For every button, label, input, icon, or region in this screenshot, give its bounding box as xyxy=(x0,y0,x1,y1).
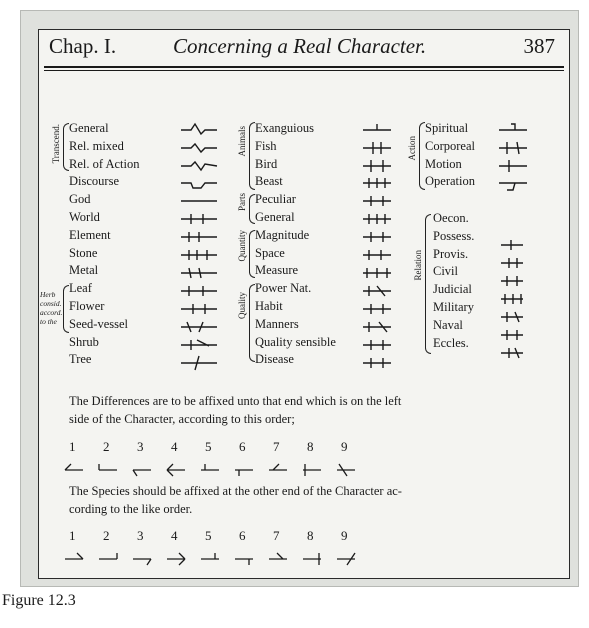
list-item: Beast xyxy=(255,174,283,189)
character-glyph xyxy=(181,214,217,224)
difference-mark xyxy=(133,470,151,476)
list-item: Quality sensible xyxy=(255,334,336,349)
list-item: Operation xyxy=(425,174,475,189)
character-glyph xyxy=(499,124,527,130)
list-item: Judicial xyxy=(433,282,472,297)
difference-mark xyxy=(235,470,253,476)
list-item: Possess. xyxy=(433,228,475,243)
order-number: 6 xyxy=(239,528,246,543)
list-item: Rel. mixed xyxy=(69,138,124,153)
col3-glyphs xyxy=(493,120,539,362)
order-number: 4 xyxy=(171,528,178,543)
brace xyxy=(425,214,431,354)
header-rule xyxy=(44,66,564,68)
figure-caption: Figure 12.3 xyxy=(2,592,76,609)
character-glyph xyxy=(363,304,391,314)
book-page xyxy=(38,29,570,579)
character-glyph xyxy=(363,196,391,206)
character-glyph xyxy=(181,268,217,278)
list-item: Element xyxy=(69,227,111,242)
character-glyph xyxy=(363,232,391,242)
character-glyph xyxy=(363,178,391,188)
col3-action-list xyxy=(425,120,475,191)
difference-mark xyxy=(303,464,321,476)
label-quantity: Quantity xyxy=(237,230,247,262)
col2-glyphs xyxy=(357,120,399,372)
list-item: Rel. of Action xyxy=(69,156,140,171)
character-glyph xyxy=(181,304,217,314)
order-number: 4 xyxy=(171,439,178,454)
label-quality: Quality xyxy=(237,292,247,319)
character-glyph xyxy=(363,322,391,332)
list-item: Discourse xyxy=(69,174,119,189)
order-number: 7 xyxy=(273,528,280,543)
order-number: 9 xyxy=(341,439,348,454)
character-glyph xyxy=(501,348,523,358)
list-item: Provis. xyxy=(433,246,469,261)
order-number: 2 xyxy=(103,439,110,454)
character-glyph xyxy=(363,124,391,130)
character-glyph xyxy=(181,340,217,350)
character-glyph xyxy=(181,250,217,260)
chapter-heading: Chap. I. xyxy=(49,34,117,58)
list-item: Bird xyxy=(255,156,278,171)
label-relation: Relation xyxy=(413,250,423,281)
list-item: Leaf xyxy=(69,281,92,296)
order-number: 8 xyxy=(307,528,314,543)
list-item: Civil xyxy=(433,264,459,279)
list-item: God xyxy=(69,192,91,207)
order-number: 3 xyxy=(137,528,144,543)
differences-marks xyxy=(61,458,381,478)
difference-mark xyxy=(337,464,355,476)
list-item: Measure xyxy=(255,263,299,278)
order-number: 5 xyxy=(205,528,212,543)
order-number: 8 xyxy=(307,439,314,454)
character-glyph xyxy=(363,160,391,172)
species-marks xyxy=(61,547,381,567)
label-animals: Animals xyxy=(237,126,247,157)
header-rule-thin xyxy=(44,70,564,71)
col1-glyphs xyxy=(175,120,225,372)
list-item: Tree xyxy=(69,352,92,367)
list-item: Stone xyxy=(69,245,98,260)
character-glyph xyxy=(181,322,217,332)
character-glyph xyxy=(501,276,523,286)
character-glyph xyxy=(501,240,523,250)
species-mark xyxy=(303,553,321,565)
list-item: General xyxy=(255,209,295,224)
label-parts: Parts xyxy=(237,193,247,211)
character-glyph xyxy=(363,250,391,260)
species-mark xyxy=(269,553,287,559)
page-number: 387 xyxy=(523,34,555,58)
list-item: Exanguious xyxy=(255,121,315,135)
character-glyph xyxy=(181,356,217,370)
label-action: Action xyxy=(407,136,417,161)
species-mark xyxy=(337,553,355,565)
list-item: Power Nat. xyxy=(255,281,312,296)
species-mark xyxy=(167,553,185,565)
list-item: Disease xyxy=(255,352,294,367)
list-item: Seed-vessel xyxy=(69,316,129,331)
species-mark xyxy=(201,553,219,559)
character-glyph xyxy=(501,312,523,322)
order-number: 7 xyxy=(273,439,280,454)
character-glyph xyxy=(181,124,217,134)
character-glyph xyxy=(363,340,391,350)
list-item: Fish xyxy=(255,138,277,153)
differences-paragraph: The Differences are to be affixed unto that end which is on the left side of the Character, according to this order; xyxy=(69,394,402,426)
col2-list xyxy=(255,120,336,369)
character-glyph xyxy=(181,183,217,188)
page-title: Concerning a Real Character. xyxy=(173,34,427,58)
scanned-plate xyxy=(20,10,579,587)
order-number: 6 xyxy=(239,439,246,454)
difference-mark xyxy=(167,464,185,476)
character-glyph xyxy=(499,183,527,190)
list-item: Space xyxy=(255,245,285,260)
species-paragraph: The Species should be affixed at the other end of the Character ac- cording to the like order. xyxy=(69,484,402,516)
list-item: Naval xyxy=(433,317,463,332)
list-item: Magnitude xyxy=(255,227,310,242)
character-glyph xyxy=(501,294,523,304)
list-item: Corporeal xyxy=(425,138,475,153)
character-glyph xyxy=(181,144,217,152)
character-glyph xyxy=(181,232,217,242)
species-mark xyxy=(65,553,83,559)
character-glyph xyxy=(363,214,391,224)
list-item: Eccles. xyxy=(433,335,469,350)
order-number: 9 xyxy=(341,528,348,543)
character-glyph xyxy=(363,268,391,278)
list-item: Manners xyxy=(255,316,299,331)
species-mark xyxy=(99,553,117,559)
order-number: 1 xyxy=(69,528,76,543)
list-item: Habit xyxy=(255,298,283,313)
list-item: Flower xyxy=(69,298,105,313)
character-glyph xyxy=(363,358,391,368)
list-item: Shrub xyxy=(69,334,99,349)
difference-mark xyxy=(65,464,83,470)
list-item: World xyxy=(69,209,100,224)
character-glyph xyxy=(501,258,523,268)
list-item: Oecon. xyxy=(433,211,469,225)
character-glyph xyxy=(363,142,391,154)
difference-mark xyxy=(201,464,219,470)
difference-mark xyxy=(269,464,287,470)
order-number: 5 xyxy=(205,439,212,454)
herb-note: Herb consid. accord. to the xyxy=(40,290,63,326)
character-glyph xyxy=(363,286,391,296)
character-glyph xyxy=(501,330,523,340)
col3-relation-list xyxy=(433,210,474,352)
species-mark xyxy=(133,559,151,565)
col1-list xyxy=(69,120,139,369)
list-item: Military xyxy=(433,299,474,314)
label-transcend: Transcend. xyxy=(51,124,61,164)
difference-mark xyxy=(99,464,117,470)
list-item: Metal xyxy=(69,263,99,278)
list-item: Peculiar xyxy=(255,192,296,207)
species-mark xyxy=(235,559,253,565)
list-item: General xyxy=(69,121,109,135)
order-number: 1 xyxy=(69,439,76,454)
character-glyph xyxy=(181,286,217,296)
character-glyph xyxy=(499,142,527,154)
character-glyph xyxy=(181,162,217,170)
order-number: 3 xyxy=(137,439,144,454)
list-item: Spiritual xyxy=(425,121,469,135)
order-number: 2 xyxy=(103,528,110,543)
character-glyph xyxy=(499,160,527,172)
list-item: Motion xyxy=(425,156,462,171)
